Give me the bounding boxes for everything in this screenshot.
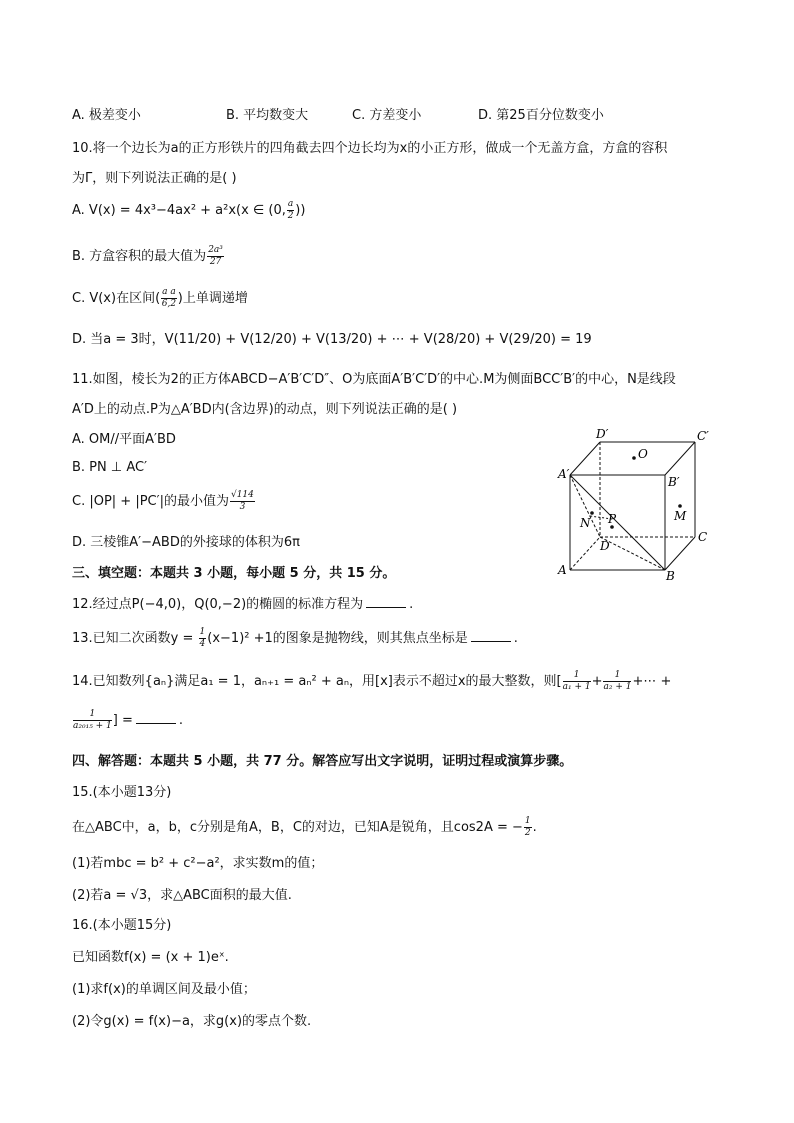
- point-n: [590, 511, 594, 515]
- q11-c-text: C. |OP| + |PC′|的最小值为: [72, 494, 229, 509]
- q9-option-a: A. 极差变小: [72, 108, 141, 123]
- q9-option-c: C. 方差变小: [352, 108, 422, 123]
- q10-option-d: D. 当a = 3时，V(11/20) + V(12/20) + V(13/20) + ⋯ + V(28/20) + V(29/20) = 19: [72, 332, 592, 347]
- q12-end: .: [409, 597, 414, 612]
- q10-b-fraction: $\frac{\text{2a³}}{27}$: [208, 245, 223, 267]
- q9-option-d: D. 第25百分位数变小: [478, 108, 604, 123]
- q14-fraction-2: $\frac{1}{\text{a₂ + 1}}$: [603, 670, 632, 692]
- q12-blank[interactable]: [366, 607, 406, 608]
- label-a1: A′: [558, 467, 570, 481]
- q15-stem-text: 在△ABC中，a，b，c分别是角A，B，C的对边，已知A是锐角，且cos2A = −: [72, 820, 523, 835]
- q10-c-tail: )上单调递增: [177, 291, 248, 306]
- q14-fraction-3: $\frac{1}{\text{a₂₀₁₅ + 1}}$: [73, 709, 112, 731]
- q14-end: .: [178, 713, 184, 728]
- q14-line1: [72, 670, 671, 692]
- label-p: P: [608, 512, 617, 526]
- q15-part1: (1)若mbc = b² + c²−a²，求实数m的值；: [72, 856, 324, 871]
- point-m: [678, 504, 682, 508]
- q15-stem: [72, 816, 537, 838]
- q10-stem-line1: 10.将一个边长为a的正方形铁片的四角截去四个边长均为x的小正方形，做成一个无盖方盒，方盒的容积: [72, 141, 668, 156]
- q9-option-b: B. 平均数变大: [226, 108, 309, 123]
- q16-part2: (2)令g(x) = f(x)−a，求g(x)的零点个数.: [72, 1014, 312, 1029]
- q10-a-fraction: $\frac{a}{2}$: [287, 199, 294, 221]
- q11-stem-line1: 11.如图，棱长为2的正方体ABCD−A′B′C′D″、O为底面A′B′C′D′的中心.M为侧面BCC′B′的中心，N是线段: [72, 372, 676, 387]
- q13-fraction: $\frac{1}{4}$: [199, 627, 206, 649]
- q14-fraction-1: $\frac{1}{\text{a₁ + 1}}$: [562, 670, 591, 692]
- label-d1: D′: [596, 427, 609, 441]
- q15-stem-end: .: [532, 820, 537, 835]
- q10-stem-line2: 为Γ，则下列说法正确的是( ): [72, 171, 237, 186]
- cube-figure: [550, 420, 720, 585]
- q15-part2: (2)若a = √3，求△ABC面积的最大值.: [72, 888, 292, 903]
- label-b1: B′: [668, 475, 680, 489]
- q15-fraction: $\frac{1}{2}$: [524, 816, 531, 838]
- q16-stem: 已知函数f(x) = (x + 1)eˣ.: [72, 950, 229, 965]
- q14-line2: [72, 710, 183, 731]
- q10-c-fraction: $\frac{\text{a a}}{6,2}$: [161, 287, 177, 309]
- q11-stem-line2: A′D上的动点.P为△A′BD内(含边界)的动点，则下列说法正确的是( ): [72, 402, 458, 417]
- q13: [72, 627, 518, 649]
- label-m: M: [674, 509, 687, 523]
- q11-option-d: D. 三棱锥A′−ABD的外接球的体积为6π: [72, 535, 300, 550]
- q15-title: 15.(本小题13分): [72, 785, 172, 800]
- label-n: N: [580, 516, 591, 530]
- q14-text: 14.已知数列{aₙ}满足a₁ = 1，aₙ₊₁ = aₙ² + aₙ，用[x]表示不超过x的最大整数，则[: [72, 674, 562, 689]
- q10-a-tail: )): [295, 203, 306, 218]
- q14-bracket-end: ] =: [112, 713, 133, 728]
- q16-title: 16.(本小题15分): [72, 918, 172, 933]
- label-o: O: [638, 447, 648, 461]
- q13-text: 13.已知二次函数y =: [72, 631, 198, 646]
- q16-part1: (1)求f(x)的单调区间及最小值；: [72, 982, 256, 997]
- q14-tail: +⋯ +: [632, 674, 672, 689]
- q10-option-c: [72, 287, 248, 309]
- label-a: A: [558, 563, 567, 577]
- section-3-heading: 三、填空题：本题共 3 小题，每小题 5 分，共 15 分。: [72, 566, 396, 581]
- q10-option-a: [72, 200, 305, 221]
- q14-plus: +: [591, 674, 603, 689]
- q10-option-b: [72, 245, 225, 267]
- q13-blank[interactable]: [471, 641, 511, 642]
- q10-c-text: C. V(x)在区间(: [72, 291, 161, 306]
- point-o: [632, 456, 636, 460]
- q12-text: 12.经过点P(−4,0)，Q(0,−2)的椭圆的标准方程为: [72, 597, 364, 612]
- q10-a-text: A. V(x) = 4x³−4ax² + a²x(x ∈ (0,: [72, 203, 286, 218]
- q13-end: .: [513, 631, 518, 646]
- q13-text-mid: (x−1)² +1的图象是抛物线，则其焦点坐标是: [207, 631, 468, 646]
- q11-option-c: [72, 490, 256, 512]
- label-c: C: [698, 530, 708, 544]
- q14-blank[interactable]: [136, 723, 176, 724]
- q11-c-fraction: $\frac{√114}{3}$: [230, 490, 254, 512]
- q10-b-text: B. 方盒容积的最大值为: [72, 249, 207, 264]
- label-d: D: [600, 539, 610, 553]
- q11-option-b: B. PN ⊥ AC′: [72, 460, 148, 475]
- label-c1: C′: [697, 429, 709, 443]
- section-4-heading: 四、解答题：本题共 5 小题，共 77 分。解答应写出文字说明，证明过程或演算步骤。: [72, 754, 573, 769]
- q11-option-a: A. OM//平面A′BD: [72, 432, 176, 447]
- label-b: B: [666, 569, 675, 583]
- q12: [72, 593, 413, 612]
